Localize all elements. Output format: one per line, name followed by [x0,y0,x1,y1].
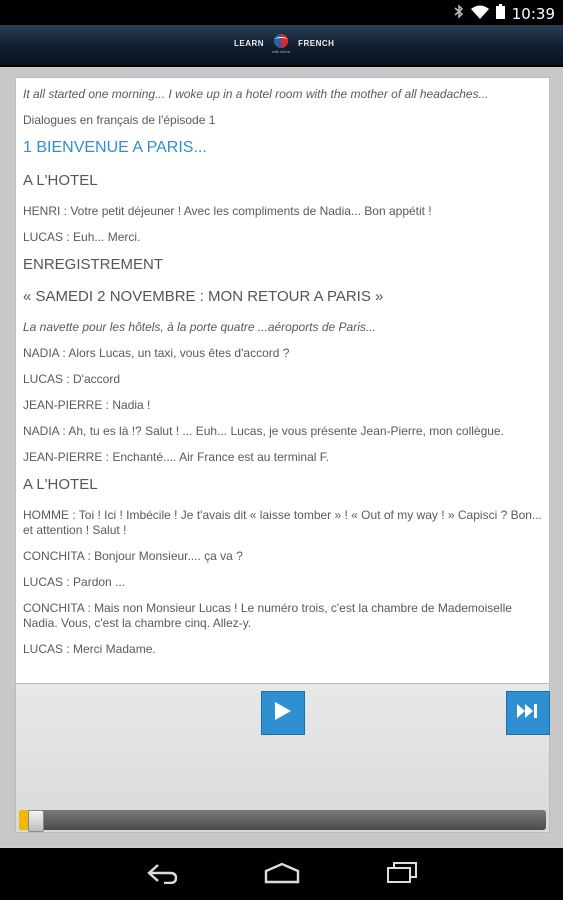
battery-icon [496,4,505,24]
skip-next-icon [517,704,539,723]
intro-text: It all started one morning... I woke up in a hotel room with the mother of all headaches... [23,87,489,101]
app-logo [234,33,334,54]
status-bar [0,0,563,25]
logo-subtitle: with Alexa [272,49,291,54]
dialogue-line: HOMME : Toi ! Ici ! Imbécile ! Je t'avais dit « laisse tomber » ! « Out of my way ! » Capisci ? Bon... et attention ! Salut ! [23,508,542,537]
play-icon [274,701,292,726]
section-title: ENREGISTREMENT [23,256,164,273]
navigation-bar [0,848,563,900]
chapter-title: 1 BIENVENUE A PARIS... [23,139,207,156]
episode-subtitle: Dialogues en français de l'épisode 1 [23,113,216,127]
dialogue-line: LUCAS : Pardon ... [23,575,126,589]
narration-text: La navette pour les hôtels, à la porte quatre ...aéroports de Paris... [23,320,376,334]
section-title: « SAMEDI 2 NOVEMBRE : MON RETOUR A PARIS » [23,288,384,305]
progress-handle[interactable] [28,810,44,832]
dialogue-line: JEAN-PIERRE : Nadia ! [23,398,151,412]
back-icon[interactable] [146,862,178,889]
section-title: A L'HOTEL [23,476,98,493]
dialogue-line: HENRI : Votre petit déjeuner ! Avec les compliments de Nadia... Bon appétit ! [23,204,432,218]
dialogue-line: NADIA : Alors Lucas, un taxi, vous êtes d'accord ? [23,346,290,360]
dialogue-line: LUCAS : Euh... Merci. [23,230,141,244]
app-header [0,25,563,67]
play-button[interactable] [261,691,305,735]
skip-next-button[interactable] [506,691,550,735]
dialogue-line: NADIA : Ah, tu es là !? Salut ! ... Euh... Lucas, je vous présente Jean-Pierre, mon collègue. [23,424,504,438]
audio-player [15,683,550,833]
clock: 10:39 [511,5,555,23]
wifi-icon [471,5,489,24]
logo-text-left: LEARN [234,39,265,48]
recent-apps-icon[interactable] [386,862,418,889]
transcript-panel[interactable] [15,77,550,685]
logo-text-right: FRENCH [298,39,335,48]
dialogue-line: CONCHITA : Bonjour Monsieur.... ça va ? [23,549,243,563]
dialogue-line: LUCAS : D'accord [23,372,120,386]
section-title: A L'HOTEL [23,172,98,189]
bluetooth-icon [454,4,464,24]
progress-bar[interactable] [19,810,546,830]
dialogue-line: JEAN-PIERRE : Enchanté.... Air France est au terminal F. [23,450,330,464]
status-icons [454,4,555,24]
dialogue-line: LUCAS : Merci Madame. [23,642,156,656]
home-icon[interactable] [264,862,300,889]
dialogue-line: CONCHITA : Mais non Monsieur Lucas ! Le numéro trois, c'est la chambre de Mademoiselle Nadia. Vous, c'est la chambre cinq. Allez-y. [23,601,512,630]
